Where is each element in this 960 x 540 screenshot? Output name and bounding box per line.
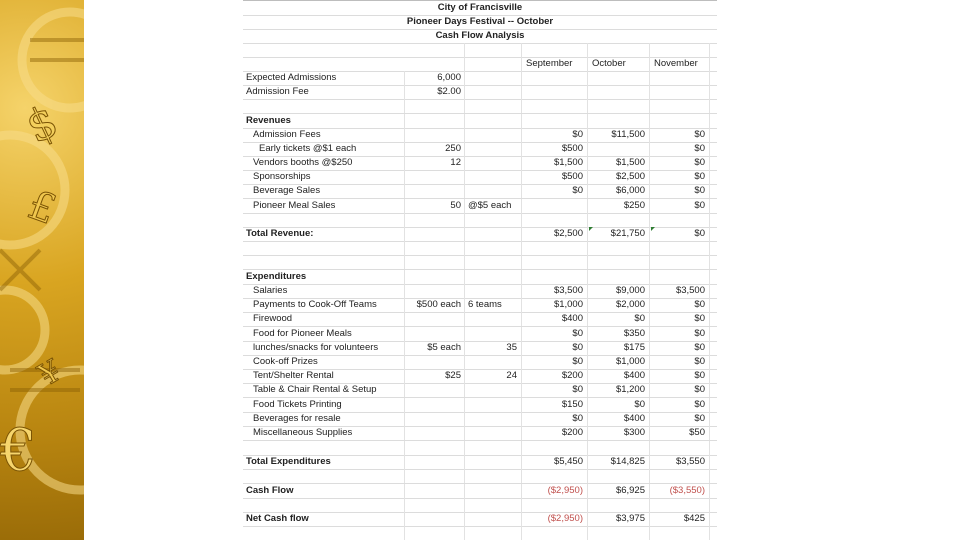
oct-value[interactable]: $2,500	[588, 170, 650, 184]
net-cash-flow-sep[interactable]: ($2,950)	[522, 512, 588, 526]
title-row	[243, 1, 717, 16]
table-row	[243, 383, 717, 398]
nov-value[interactable]: $3,500	[650, 284, 710, 298]
unit-cost[interactable]: $500 each	[405, 298, 465, 312]
unit-cost[interactable]	[405, 284, 465, 298]
assumption-label[interactable]: Expected Admissions	[243, 71, 405, 85]
sep-value[interactable]: $0	[522, 184, 588, 198]
total-revenue-nov[interactable]: $0	[650, 227, 710, 241]
oct-value[interactable]: $0	[588, 398, 650, 412]
nov-value[interactable]: $0	[650, 170, 710, 184]
row-label[interactable]: Salaries	[243, 284, 405, 298]
table-row	[243, 412, 717, 427]
table-row: Early tickets @$1 each 250 $500 $0	[243, 142, 717, 157]
cash-flow-label[interactable]: Cash Flow	[243, 484, 405, 498]
nov-value[interactable]: $0	[650, 383, 710, 397]
oct-value[interactable]: $250	[588, 199, 650, 213]
quantity[interactable]: 35	[465, 341, 522, 355]
sep-value[interactable]: $200	[522, 426, 588, 440]
title-row	[243, 15, 717, 30]
svg-text:£: £	[22, 181, 62, 234]
sep-value[interactable]: $200	[522, 369, 588, 383]
oct-value[interactable]: $11,500	[588, 128, 650, 142]
cash-flow-row	[243, 484, 717, 499]
oct-value[interactable]	[588, 142, 650, 156]
expenditures-heading[interactable]: Expenditures	[243, 270, 405, 284]
svg-text:$: $	[18, 95, 66, 154]
table-row	[243, 369, 717, 384]
net-cash-flow-nov[interactable]: $425	[650, 512, 710, 526]
row-label[interactable]: Admission Fees	[243, 128, 405, 142]
oct-value[interactable]: $2,000	[588, 298, 650, 312]
unit-cost[interactable]	[405, 312, 465, 326]
oct-value[interactable]: $300	[588, 426, 650, 440]
oct-value[interactable]: $9,000	[588, 284, 650, 298]
nov-value[interactable]: $0	[650, 128, 710, 142]
header-october[interactable]: October	[588, 57, 650, 71]
sheet-subtitle-2: Cash Flow Analysis	[435, 30, 525, 41]
net-cash-flow-label[interactable]: Net Cash flow	[243, 512, 405, 526]
sep-value[interactable]: $150	[522, 398, 588, 412]
row-label[interactable]: Tent/Shelter Rental	[243, 369, 405, 383]
row-label[interactable]: Miscellaneous Supplies	[243, 426, 405, 440]
table-row	[243, 184, 717, 199]
total-expenditures-row	[243, 455, 717, 470]
cash-flow-sep[interactable]: ($2,950)	[522, 484, 588, 498]
sep-value[interactable]: $1,000	[522, 298, 588, 312]
row-label[interactable]: Early tickets @$1 each	[243, 142, 405, 156]
table-row	[243, 128, 717, 143]
decorative-currency-strip	[0, 0, 84, 540]
month-header-row	[243, 57, 717, 72]
sep-value[interactable]	[522, 199, 588, 213]
sep-value[interactable]: $1,500	[522, 156, 588, 170]
cash-flow-oct[interactable]: $6,925	[588, 484, 650, 498]
total-revenue-label[interactable]: Total Revenue:	[243, 227, 405, 241]
assumption-row	[243, 71, 717, 86]
nov-value[interactable]: $0	[650, 298, 710, 312]
sep-value[interactable]: $0	[522, 412, 588, 426]
quantity[interactable]	[465, 327, 522, 341]
quantity[interactable]: 6 teams	[465, 298, 522, 312]
blank-row	[243, 255, 717, 270]
blank-row	[243, 526, 717, 540]
header-september[interactable]: September	[522, 57, 588, 71]
oct-value[interactable]: $175	[588, 341, 650, 355]
row-label[interactable]: Table & Chair Rental & Setup	[243, 383, 405, 397]
unit-cost[interactable]	[405, 383, 465, 397]
total-expenditures-label[interactable]: Total Expenditures	[243, 455, 405, 469]
oct-value[interactable]: $400	[588, 369, 650, 383]
net-cash-flow-row	[243, 512, 717, 527]
nov-value[interactable]: $0	[650, 412, 710, 426]
unit-cost[interactable]	[405, 327, 465, 341]
total-revenue-sep[interactable]: $2,500	[522, 227, 588, 241]
table-row: Pioneer Meal Sales 50 @$5 each $250 $0	[243, 199, 717, 214]
table-row	[243, 170, 717, 185]
row-label[interactable]: Sponsorships	[243, 170, 405, 184]
total-revenue-oct[interactable]: $21,750	[588, 227, 650, 241]
unit-cost[interactable]: $25	[405, 369, 465, 383]
nov-value[interactable]: $0	[650, 355, 710, 369]
quantity[interactable]	[465, 412, 522, 426]
oct-value[interactable]: $1,500	[588, 156, 650, 170]
quantity[interactable]	[465, 426, 522, 440]
table-row	[243, 426, 717, 441]
title-row	[243, 29, 717, 44]
sep-value[interactable]: $500	[522, 142, 588, 156]
table-row: Vendors booths @$250 12 $1,500 $1,500 $0	[243, 156, 717, 171]
svg-text:¥: ¥	[32, 353, 67, 394]
row-label[interactable]: Cook-off Prizes	[243, 355, 405, 369]
sep-value[interactable]: $0	[522, 327, 588, 341]
quantity[interactable]	[465, 355, 522, 369]
assumption-value[interactable]: 6,000	[405, 71, 465, 85]
formula-warning-marker[interactable]	[651, 227, 655, 231]
nov-value[interactable]: $0	[650, 327, 710, 341]
total-exp-oct[interactable]: $14,825	[588, 455, 650, 469]
total-revenue-row	[243, 227, 717, 242]
table-row	[243, 298, 717, 313]
sep-value[interactable]: $3,500	[522, 284, 588, 298]
blank-row	[243, 441, 717, 456]
quantity[interactable]	[465, 284, 522, 298]
oct-value[interactable]: $1,000	[588, 355, 650, 369]
revenues-heading[interactable]: Revenues	[243, 114, 405, 128]
sep-value[interactable]: $0	[522, 128, 588, 142]
unit-cost[interactable]	[405, 426, 465, 440]
header-november[interactable]: November	[650, 57, 710, 71]
row-label[interactable]: Food Tickets Printing	[243, 398, 405, 412]
quantity[interactable]	[465, 312, 522, 326]
nov-value[interactable]: $0	[650, 398, 710, 412]
nov-value[interactable]: $0	[650, 199, 710, 213]
sep-value[interactable]: $500	[522, 170, 588, 184]
section-heading-row	[243, 270, 717, 285]
assumption-value[interactable]: $2.00	[405, 85, 465, 99]
cash-flow-nov[interactable]: ($3,550)	[650, 484, 710, 498]
quantity[interactable]: 24	[465, 369, 522, 383]
sep-value[interactable]: $0	[522, 383, 588, 397]
sheet-subtitle: Pioneer Days Festival -- October	[406, 16, 554, 27]
blank-row	[243, 498, 717, 513]
blank-row	[243, 213, 717, 228]
net-cash-flow-oct[interactable]: $3,975	[588, 512, 650, 526]
oct-value[interactable]: $400	[588, 412, 650, 426]
svg-text:€: €	[0, 416, 37, 484]
row-label[interactable]: Pioneer Meal Sales	[243, 199, 405, 213]
unit-cost[interactable]	[405, 398, 465, 412]
blank-row	[243, 241, 717, 256]
row-label[interactable]: Beverages for resale	[243, 412, 405, 426]
oct-value[interactable]: $6,000	[588, 184, 650, 198]
assumption-label[interactable]: Admission Fee	[243, 85, 405, 99]
total-exp-nov[interactable]: $3,550	[650, 455, 710, 469]
formula-warning-marker[interactable]	[589, 227, 593, 231]
quantity[interactable]	[465, 383, 522, 397]
blank-row	[243, 43, 717, 58]
oct-value[interactable]: $0	[588, 312, 650, 326]
table-row	[243, 284, 717, 299]
sheet-title: City of Francisville	[437, 2, 523, 13]
sep-value[interactable]: $0	[522, 341, 588, 355]
row-label[interactable]: Payments to Cook-Off Teams	[243, 298, 405, 312]
row-label[interactable]: Beverage Sales	[243, 184, 405, 198]
nov-value[interactable]: $0	[650, 142, 710, 156]
table-row	[243, 341, 717, 356]
row-label[interactable]: Firewood	[243, 312, 405, 326]
section-heading-row	[243, 114, 717, 129]
blank-row	[243, 469, 717, 484]
table-row	[243, 355, 717, 370]
quantity[interactable]	[465, 398, 522, 412]
table-row	[243, 398, 717, 413]
nov-value[interactable]: $0	[650, 184, 710, 198]
unit-cost[interactable]	[405, 355, 465, 369]
spreadsheet	[243, 0, 717, 540]
table-row	[243, 312, 717, 327]
unit-cost[interactable]: $5 each	[405, 341, 465, 355]
currency-symbols-icon	[0, 0, 84, 540]
total-exp-sep[interactable]: $5,450	[522, 455, 588, 469]
row-label[interactable]: Food for Pioneer Meals	[243, 327, 405, 341]
row-label[interactable]: Vendors booths @$250	[243, 156, 405, 170]
sep-value[interactable]: $400	[522, 312, 588, 326]
nov-value[interactable]: $0	[650, 341, 710, 355]
row-label[interactable]: lunches/snacks for volunteers	[243, 341, 405, 355]
table-row	[243, 327, 717, 342]
nov-value[interactable]: $50	[650, 426, 710, 440]
assumption-row	[243, 85, 717, 100]
nov-value[interactable]: $0	[650, 369, 710, 383]
nov-value[interactable]: $0	[650, 312, 710, 326]
unit-cost[interactable]	[405, 412, 465, 426]
blank-row	[243, 99, 717, 114]
oct-value[interactable]: $1,200	[588, 383, 650, 397]
nov-value[interactable]: $0	[650, 156, 710, 170]
oct-value[interactable]: $350	[588, 327, 650, 341]
sep-value[interactable]: $0	[522, 355, 588, 369]
